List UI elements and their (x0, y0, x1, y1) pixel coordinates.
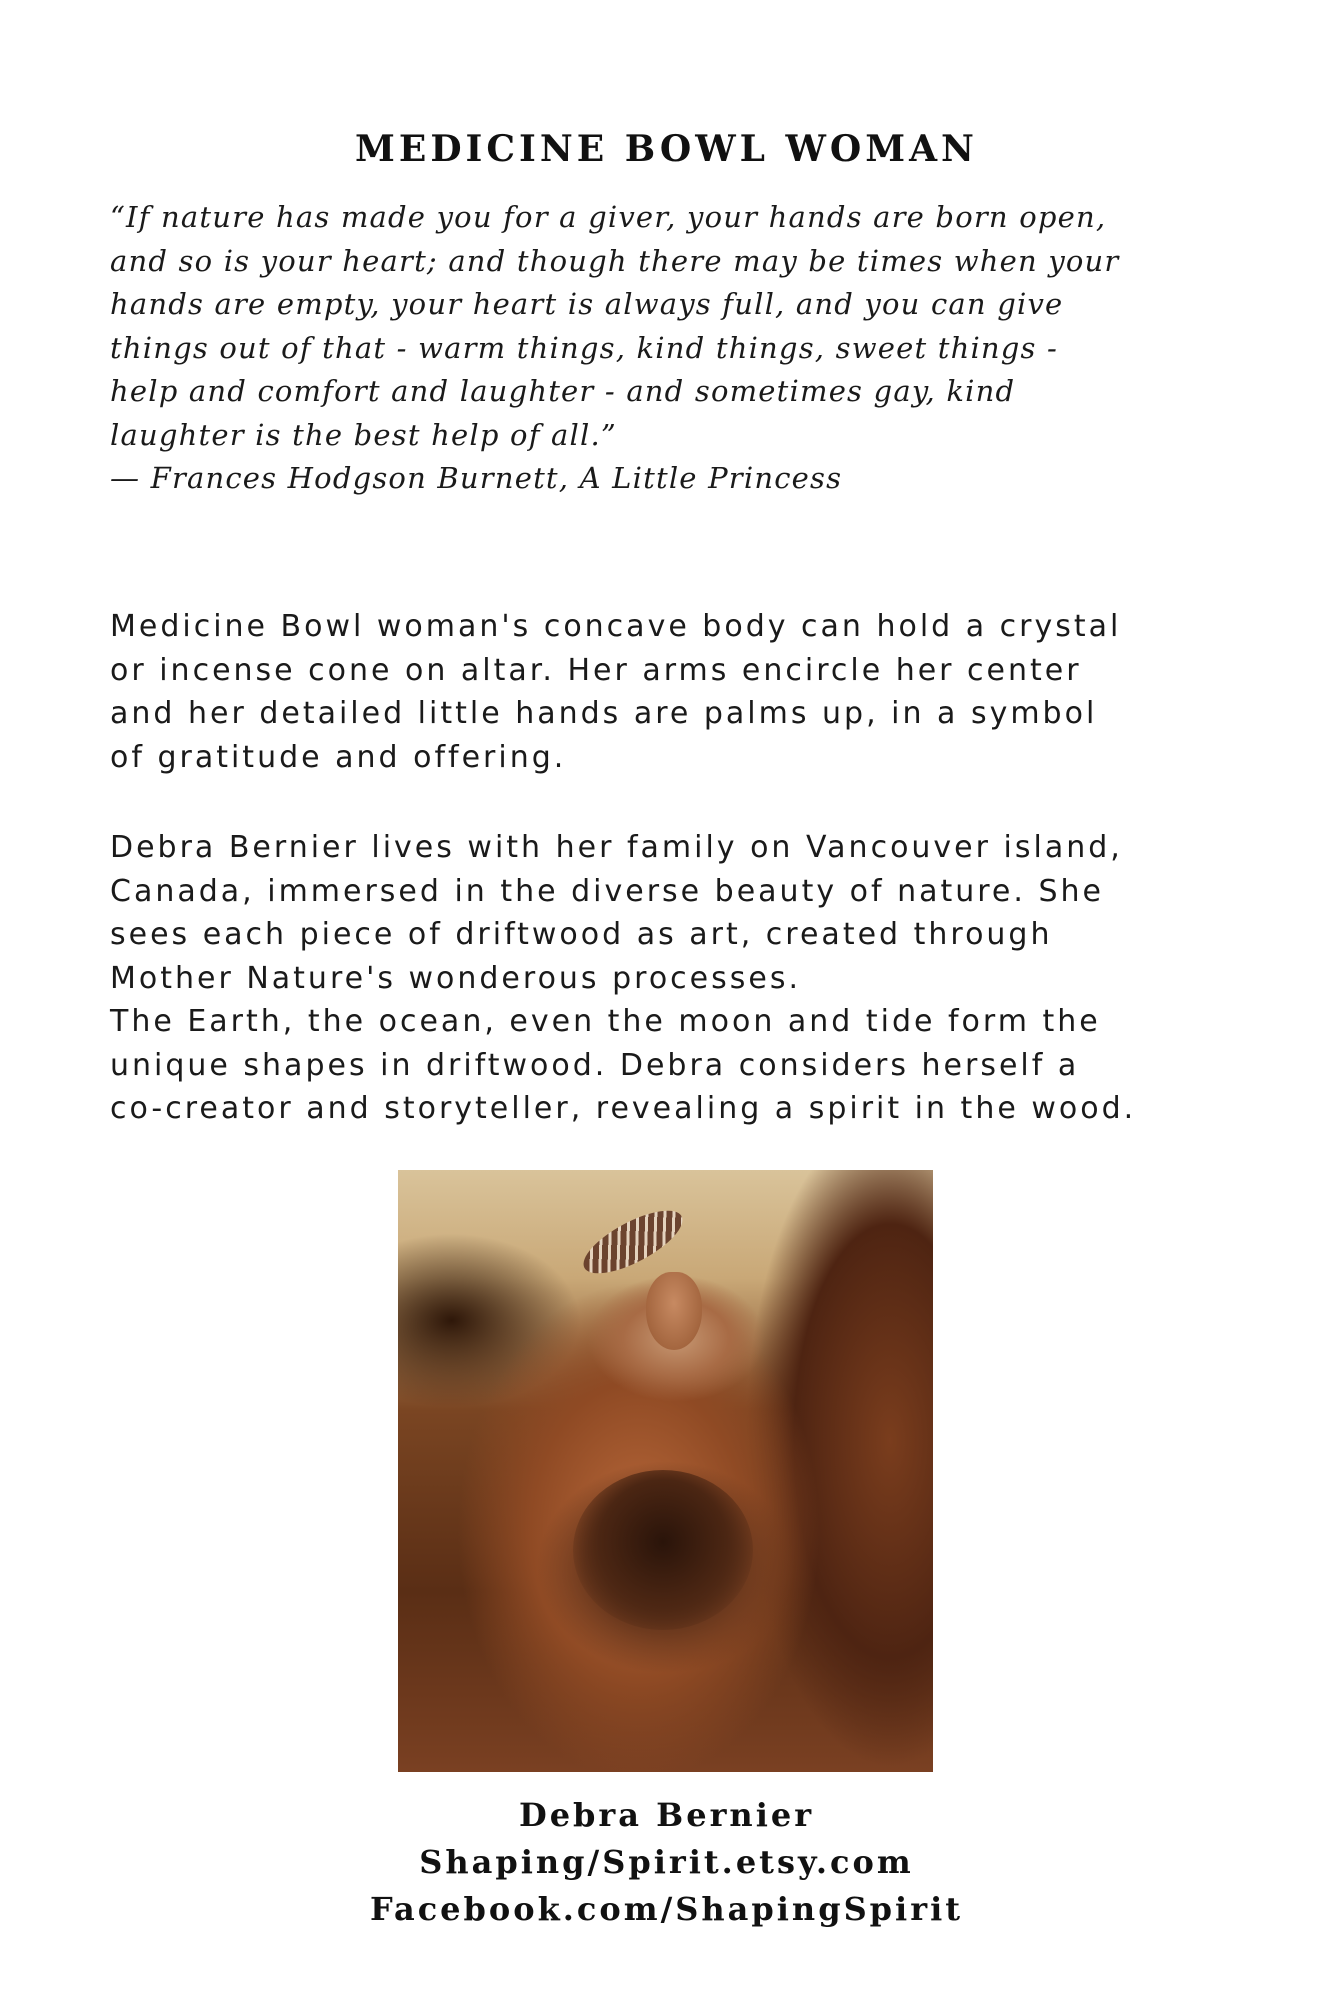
paragraph-line: The Earth, the ocean, even the moon and tide form the (110, 1004, 1101, 1039)
sculpture-photo (398, 1170, 933, 1772)
paragraph-line: co-creator and storyteller, revealing a spirit in the wood. (110, 1091, 1137, 1126)
artist-name: Debra Bernier (518, 1796, 815, 1834)
epigraph-quote (110, 196, 1230, 501)
paragraph-line: or incense cone on altar. Her arms encircle her center (110, 652, 1082, 688)
etsy-link[interactable]: Shaping/Spirit.etsy.com (419, 1843, 914, 1881)
paragraph-line: Mother Nature's wonderous processes. (110, 960, 802, 996)
quote-line: help and comfort and laughter - and sometimes gay, kind (110, 374, 1016, 408)
description-paragraph (110, 605, 1260, 779)
paragraph-line: and her detailed little hands are palms up, in a symbol (110, 696, 1098, 731)
quote-line: things out of that - warm things, kind things, sweet things - (110, 330, 1059, 365)
paragraph-line: Medicine Bowl woman's concave body can hold a crystal (110, 609, 1122, 644)
quote-line: laughter is the best help of all.” (110, 417, 617, 452)
sculpture-bowl (573, 1470, 753, 1630)
facebook-link[interactable]: Facebook.com/ShapingSpirit (369, 1890, 963, 1928)
paragraph-line: of gratitude and offering. (110, 739, 567, 775)
quote-line: hands are empty, your heart is always full, and you can give (110, 287, 1064, 321)
quote-line: and so is your heart; and though there may be times when your (110, 243, 1120, 278)
artist-bio-paragraph (110, 826, 1260, 1131)
page-title: MEDICINE BOWL WOMAN (355, 128, 978, 170)
quote-line: “If nature has made you for a giver, your hands are born open, (110, 200, 1107, 234)
paragraph-line: unique shapes in driftwood. Debra considers herself a (110, 1047, 1080, 1083)
paragraph-line: Debra Bernier lives with her family on Vancouver island, (110, 830, 1123, 865)
paragraph-line: sees each piece of driftwood as art, created through (110, 917, 1053, 952)
quote-attribution: — Frances Hodgson Burnett, A Little Princess (110, 461, 843, 495)
paragraph-line: Canada, immersed in the diverse beauty of nature. She (110, 873, 1104, 909)
sculpture-face (646, 1272, 702, 1350)
